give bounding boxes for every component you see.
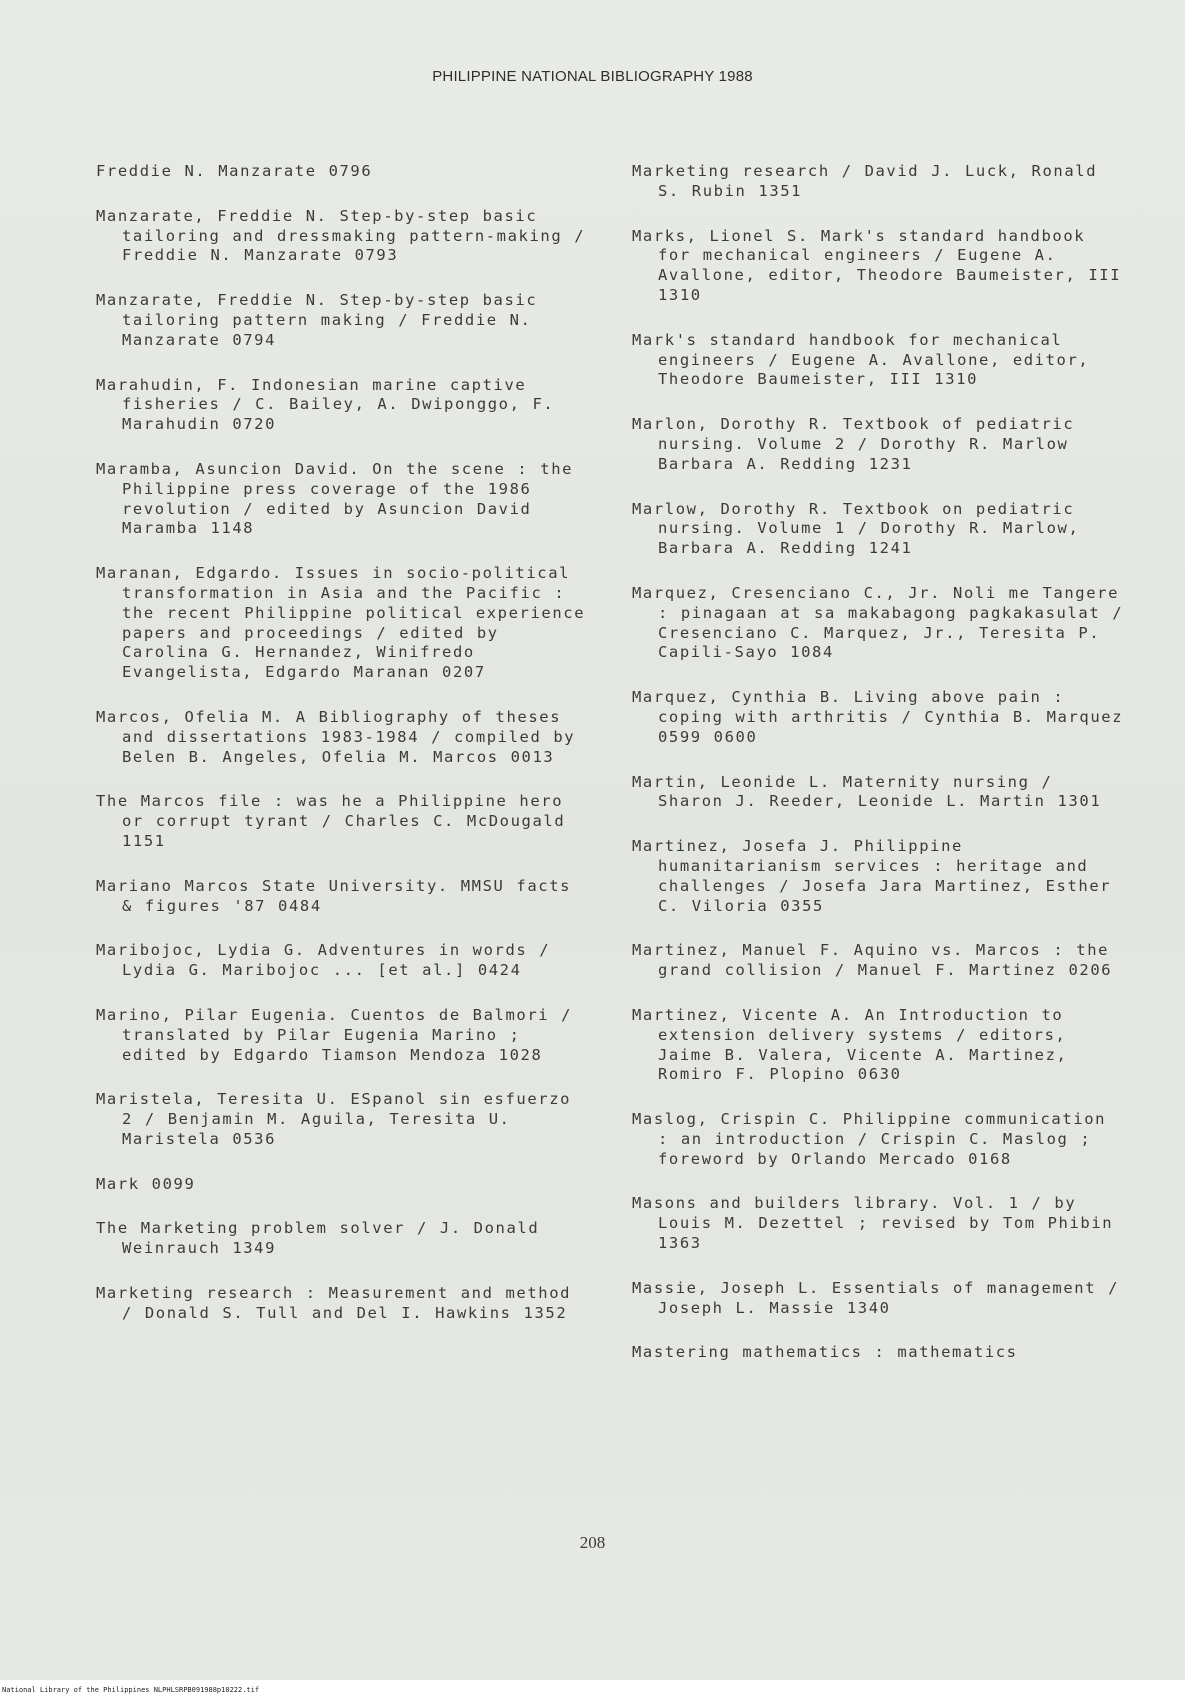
bibliography-entry: Marquez, Cresenciano C., Jr. Noli me Tangere : pinagaan at sa makabagong pagkakasulat / Cresenciano C. Marquez, Jr., Teresita P. Capili-Sayo 1084 xyxy=(632,583,1124,662)
bibliography-entry: Martinez, Josefa J. Philippine humanitarianism services : heritage and challenges / Josefa Jara Martinez, Esther C. Viloria 0355 xyxy=(632,837,1112,915)
page-header: PHILIPPINE NATIONAL BIBLIOGRAPHY 1988 xyxy=(432,68,753,85)
bibliography-entry: Maristela, Teresita U. ESpanol sin esfuerzo 2 / Benjamin M. Aguila, Teresita U. Maristela 0536 xyxy=(96,1090,572,1148)
bibliography-entry: Marketing research / David J. Luck, Ronald S. Rubin 1351 xyxy=(632,162,1098,200)
bibliography-entry: Marino, Pilar Eugenia. Cuentos de Balmori / translated by Pilar Eugenia Marino ; edited by Edgardo Tiamson Mendoza 1028 xyxy=(96,1005,573,1064)
bibliography-entry: Martinez, Vicente A. An Introduction to extension delivery systems / editors, Jaime B. Valera, Vicente A. Martinez, Romiro F. Plopino 0630 xyxy=(632,1005,1068,1084)
bibliography-entry: Mark 0099 xyxy=(96,1174,196,1193)
bibliography-entry: Masons and builders library. Vol. 1 / by Louis M. Dezettel ; revised by Tom Phibin 1363 xyxy=(632,1194,1114,1253)
bibliography-entry: The Marketing problem solver / J. Donald Weinrauch 1349 xyxy=(96,1219,540,1258)
scan-footer-text: National Library of the Philippines NLPHLSRPB091988p10222.tif xyxy=(2,1686,260,1694)
bibliography-entry: Maslog, Crispin C. Philippine communication : an introduction / Crispin C. Maslog ; foreword by Orlando Mercado 0168 xyxy=(632,1110,1107,1168)
bibliography-entry: Mariano Marcos State University. MMSU facts & figures '87 0484 xyxy=(96,876,572,915)
bibliography-entry: Marquez, Cynthia B. Living above pain : coping with arthritis / Cynthia B. Marquez 0599 0600 xyxy=(632,688,1124,746)
bibliography-entry: Mastering mathematics : mathematics xyxy=(632,1343,1018,1362)
page-number: 208 xyxy=(579,1533,606,1552)
bibliography-entry: Massie, Joseph L. Essentials of management / Joseph L. Massie 1340 xyxy=(632,1278,1119,1317)
bibliography-entry: Manzarate, Freddie N. Step-by-step basic tailoring and dressmaking pattern-making / Freddie N. Manzarate 0793 xyxy=(96,206,586,265)
right-column xyxy=(632,162,1127,1388)
bibliography-entry: Maranan, Edgardo. Issues in socio-political transformation in Asia and the Pacific : the recent Philippine political experience papers and proceedings / edited by Carolina G. Hernandez, Winifredo Evangelista, Edgardo Maranan 0207 xyxy=(96,564,586,682)
bibliography-entry: Martin, Leonide L. Maternity nursing / Sharon J. Reeder, Leonide L. Martin 1301 xyxy=(632,772,1102,811)
bibliography-entry: Marketing research : Measurement and method / Donald S. Tull and Del I. Hawkins 1352 xyxy=(96,1284,572,1322)
bibliography-entry: Marahudin, F. Indonesian marine captive fisheries / C. Bailey, A. Dwiponggo, F. Marahudin 0720 xyxy=(96,375,555,434)
bibliography-entry: Marks, Lionel S. Mark's standard handbook for mechanical engineers / Eugene A. Avallone, editor, Theodore Baumeister, III 1310 xyxy=(632,226,1122,304)
bibliography-entry: Marlow, Dorothy R. Textbook on pediatric nursing. Volume 1 / Dorothy R. Marlow, Barbara A. Redding 1241 xyxy=(632,499,1080,558)
bibliography-entry: Maribojoc, Lydia G. Adventures in words / Lydia G. Maribojoc ... [et al.] 0424 xyxy=(96,941,551,980)
bibliography-entry: The Marcos file : was he a Philippine hero or corrupt tyrant / Charles C. McDougald 1151 xyxy=(96,792,566,850)
bibliography-entry: Martinez, Manuel F. Aquino vs. Marcos : the grand collision / Manuel F. Martinez 0206 xyxy=(632,941,1113,980)
bibliography-entry: Marcos, Ofelia M. A Bibliography of theses and dissertations 1983-1984 / compiled by Belen B. Angeles, Ofelia M. Marcos 0013 xyxy=(96,707,576,766)
bibliography-entry: Freddie N. Manzarate 0796 xyxy=(96,162,373,180)
bibliography-entry: Maramba, Asuncion David. On the scene : the Philippine press coverage of the 1986 revolution / edited by Asuncion David Maramba 1148 xyxy=(96,459,574,538)
left-column xyxy=(96,162,591,1349)
bibliography-entry: Marlon, Dorothy R. Textbook of pediatric nursing. Volume 2 / Dorothy R. Marlow Barbara A. Redding 1231 xyxy=(632,415,1075,473)
bibliography-entry: Mark's standard handbook for mechanical engineers / Eugene A. Avallone, editor, Theodore Baumeister, III 1310 xyxy=(632,330,1090,389)
bibliography-entry: Manzarate, Freddie N. Step-by-step basic tailoring pattern making / Freddie N. Manzarate 0794 xyxy=(96,291,538,349)
